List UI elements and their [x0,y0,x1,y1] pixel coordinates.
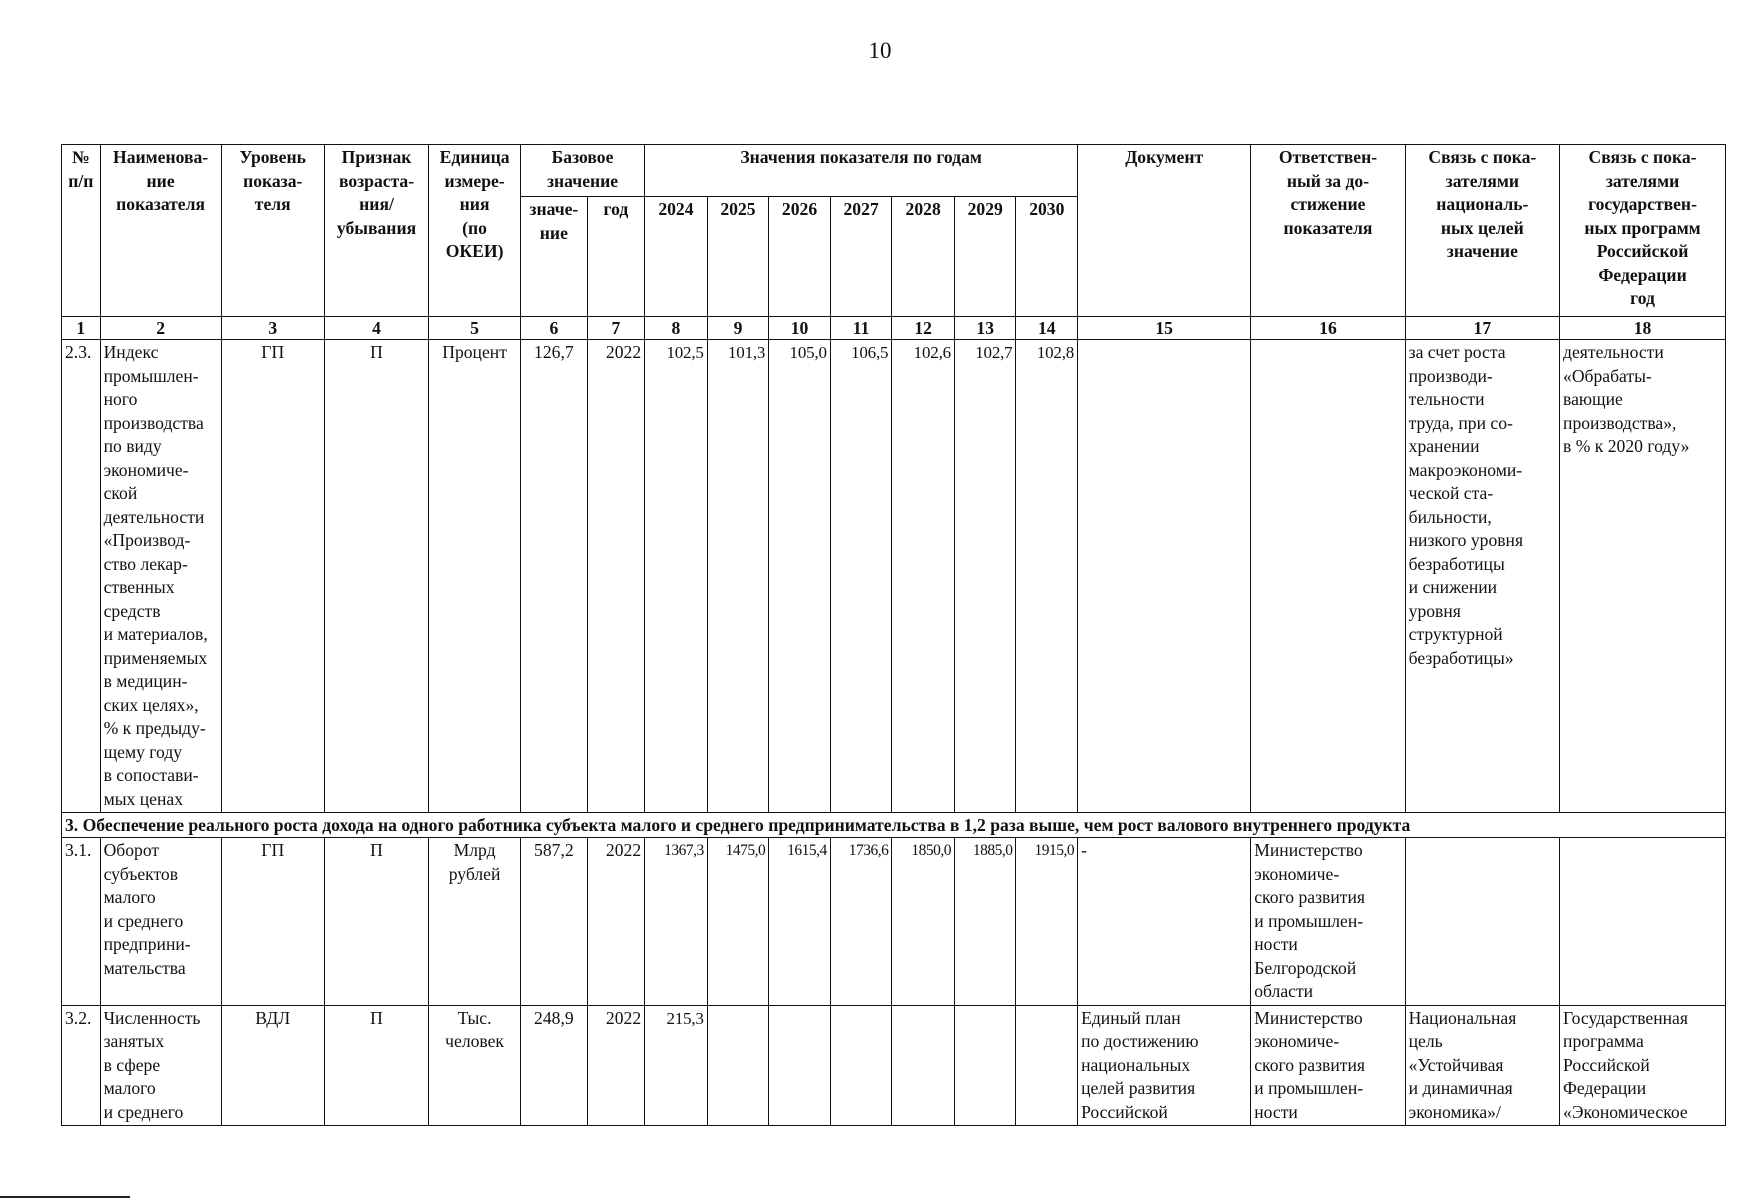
row-value-2030: 102,8 [1016,340,1078,813]
header-responsible: Ответствен- ный за до- стижение показателя [1251,145,1405,317]
column-number: 3 [221,317,324,340]
row-link-national: Национальная цель «Устойчивая и динамичная экономика»/ [1405,1005,1559,1126]
row-value-2027 [830,1005,892,1126]
row-link-state [1560,838,1726,1006]
row-base-year: 2022 [587,340,644,813]
column-number: 7 [587,317,644,340]
row-document [1078,340,1251,813]
row-responsible [1251,340,1405,813]
table-row [62,838,1726,1006]
header-year-2030: 2030 [1016,197,1078,317]
row-base-year: 2022 [587,838,644,1006]
row-unit: Процент [429,340,521,813]
column-number: 16 [1251,317,1405,340]
row-value-2030: 1915,0 [1016,838,1078,1006]
header-level: Уровень показа- теля [221,145,324,317]
column-number: 14 [1016,317,1078,340]
row-name: Оборот субъектов малого и среднего предприни- мательства [100,838,221,1006]
column-number: 12 [892,317,955,340]
header-no: № п/п [62,145,101,317]
header-years-group: Значения показателя по годам [645,145,1078,197]
row-base-value: 587,2 [520,838,587,1006]
row-base-year: 2022 [587,1005,644,1126]
row-sign: П [324,838,428,1006]
row-name: Индекс промышлен- ного производства по виду экономиче- ской деятельности «Производ- ство лекар- ственных средств и материалов, применяемых в медицин- ских целях», % к предыду- щему году в сопостави- мых ценах [100,340,221,813]
row-value-2024: 1367,3 [645,838,708,1006]
row-responsible: Министерство экономиче- ского развития и промышлен- ности [1251,1005,1405,1126]
row-no: 2.3. [62,340,101,813]
header-name: Наименова- ние показателя [100,145,221,317]
header-year-2024: 2024 [645,197,708,317]
row-value-2030 [1016,1005,1078,1126]
header-link-state: Связь с пока- зателями государствен- ных программ Российской Федерации год [1560,145,1726,317]
row-value-2029: 1885,0 [954,838,1016,1006]
header-unit: Единица измере- ния (по ОКЕИ) [429,145,521,317]
row-no: 3.1. [62,838,101,1006]
row-link-state: Государственная программа Российской Федерации «Экономическое [1560,1005,1726,1126]
row-value-2029 [954,1005,1016,1126]
row-value-2028: 1850,0 [892,838,955,1006]
page-number: 10 [868,38,892,63]
column-numbers-row [62,317,1726,340]
row-value-2025 [707,1005,769,1126]
section-3-title: 3. Обеспечение реального роста дохода на одного работника субъекта малого и среднего предпринимательства в 1,2 раза выше, чем рост валового внутреннего продукта [62,813,1726,838]
header-base: Базовое значение [520,145,644,197]
row-value-2028: 102,6 [892,340,955,813]
header-base-value: значе- ние [520,197,587,317]
row-sign: П [324,340,428,813]
column-number: 2 [100,317,221,340]
row-value-2026: 1615,4 [769,838,831,1006]
column-number: 9 [707,317,769,340]
row-name: Численность занятых в сфере малого и среднего [100,1005,221,1126]
row-no: 3.2. [62,1005,101,1126]
header-link-national: Связь с пока- зателями националь- ных целей значение [1405,145,1559,317]
header-year-2027: 2027 [830,197,892,317]
row-unit: Млрд рублей [429,838,521,1006]
column-number: 11 [830,317,892,340]
row-value-2024: 102,5 [645,340,708,813]
row-value-2026 [769,1005,831,1126]
column-number: 1 [62,317,101,340]
footer-rule [0,1196,130,1198]
header-row-1 [62,145,1726,197]
column-number: 10 [769,317,831,340]
row-base-value: 248,9 [520,1005,587,1126]
row-value-2025: 101,3 [707,340,769,813]
row-value-2024: 215,3 [645,1005,708,1126]
header-year-2029: 2029 [954,197,1016,317]
column-number: 6 [520,317,587,340]
row-base-value: 126,7 [520,340,587,813]
row-value-2025: 1475,0 [707,838,769,1006]
column-number: 17 [1405,317,1559,340]
header-year-2028: 2028 [892,197,955,317]
header-document: Документ [1078,145,1251,317]
header-year-2026: 2026 [769,197,831,317]
header-year-2025: 2025 [707,197,769,317]
row-link-national [1405,838,1559,1006]
column-number: 18 [1560,317,1726,340]
row-link-national: за счет роста производи- тельности труда, при со- хранении макроэкономи- ческой ста- бильности, низкого уровня безработицы и снижении уровня структурной безработицы» [1405,340,1559,813]
row-level: ВДЛ [221,1005,324,1126]
row-document: - [1078,838,1251,1006]
row-value-2029: 102,7 [954,340,1016,813]
row-level: ГП [221,838,324,1006]
column-number: 15 [1078,317,1251,340]
row-value-2026: 105,0 [769,340,831,813]
row-level: ГП [221,340,324,813]
row-sign: П [324,1005,428,1126]
row-value-2027: 1736,6 [830,838,892,1006]
table-row [62,1005,1726,1126]
column-number: 13 [954,317,1016,340]
row-link-state: деятельности «Обрабаты- вающие производства», в % к 2020 году» [1560,340,1726,813]
row-value-2027: 106,5 [830,340,892,813]
column-number: 4 [324,317,428,340]
row-unit: Тыс. человек [429,1005,521,1126]
column-number: 5 [429,317,521,340]
header-sign: Признак возраста- ния/ убывания [324,145,428,317]
table-row [62,340,1726,813]
indicators-table [61,144,1726,1126]
column-number: 8 [645,317,708,340]
row-document: Единый план по достижению национальных целей развития Российской [1078,1005,1251,1126]
header-base-year: год [587,197,644,317]
row-value-2028 [892,1005,955,1126]
row-responsible: Министерство экономиче- ского развития и промышлен- ности Белгородской области [1251,838,1405,1006]
section-header [62,813,1726,838]
